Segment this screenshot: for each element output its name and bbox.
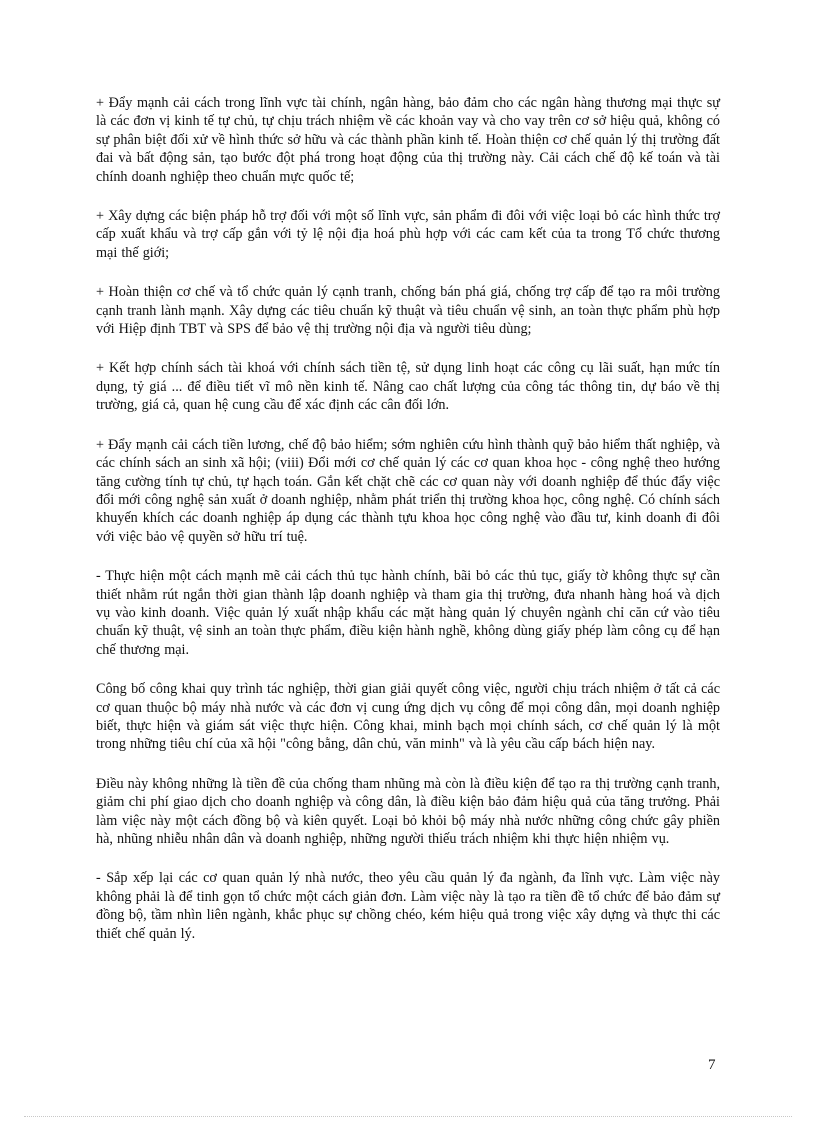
paragraph-competition-management: + Hoàn thiện cơ chế và tổ chức quản lý cạnh tranh, chống bán phá giá, chống trợ cấp để tạo ra môi trường cạnh tranh lành mạnh. Xây dựng các tiêu chuẩn kỹ thuật và tiêu chuẩn vệ sinh, an toàn thực phẩm phù hợp với Hiệp định TBT và SPS để bảo vệ thị trường nội địa và người tiêu dùng; <box>96 284 720 338</box>
paragraph-fiscal-monetary-policy: + Kết hợp chính sách tài khoá với chính sách tiền tệ, sử dụng linh hoạt các công cụ lãi suất, hạn mức tín dụng, tỷ giá ... để điều tiết vĩ mô nền kinh tế. Nâng cao chất lượng của công tác thông tin, dự báo về thị trường, giá cả, quan hệ cung cầu để xác định các cân đối lớn. <box>96 360 720 414</box>
page-bottom-edge <box>24 1116 792 1117</box>
paragraph-anti-corruption: Điều này không những là tiền đề của chống tham nhũng mà còn là điều kiện để tạo ra thị trường cạnh tranh, giảm chi phí giao dịch cho doanh nghiệp và công dân, là điều kiện bảo đảm hiệu quả của tăng trưởng. Phải làm việc này một cách đồng bộ và kiên quyết. Loại bỏ khỏi bộ máy nhà nước những công chức gây phiền hà, nhũng nhiễu nhân dân và doanh nghiệp, những người thiếu trách nhiệm khi thực hiện nhiệm vụ. <box>96 775 720 847</box>
paragraph-public-disclosure: Công bố công khai quy trình tác nghiệp, thời gian giải quyết công việc, người chịu trách nhiệm ở tất cả các cơ quan thuộc bộ máy nhà nước và các đơn vị cung ứng dịch vụ công để mọi công dân, mọi doanh nghiệp biết, thực hiện và giám sát việc thực hiện. Công khai, minh bạch mọi chính sách, cơ chế quản lý là một trong những tiêu chí của xã hội "công bằng, dân chủ, văn minh" và là yêu cầu cấp bách hiện nay. <box>96 681 720 753</box>
paragraph-agency-reorganization: - Sắp xếp lại các cơ quan quản lý nhà nước, theo yêu cầu quản lý đa ngành, đa lĩnh vực. Làm việc này không phải là để tinh gọn tổ chức một cách giản đơn. Làm việc này là tạo ra tiền đề tổ chức để bảo đảm sự đồng bộ, tầm nhìn liên ngành, khắc phục sự chồng chéo, kém hiệu quả trong việc xây dựng và thực thi các thiết chế quản lý. <box>96 870 720 942</box>
paragraph-wage-insurance-reform: + Đẩy mạnh cải cách tiền lương, chế độ bảo hiểm; sớm nghiên cứu hình thành quỹ bảo hiểm thất nghiệp, và các chính sách an sinh xã hội; (viii) Đổi mới cơ chế quản lý các cơ quan khoa học - công nghệ theo hướng tăng cường tính tự chủ, tự hạch toán. Gắn kết chặt chẽ các cơ quan này với doanh nghiệp để thúc đẩy việc đổi mới công nghệ sản xuất ở doanh nghiệp, nhằm phát triển thị trường khoa học, công nghệ. Có chính sách khuyến khích các doanh nghiệp áp dụng các thành tựu khoa học công nghệ vào đầu tư, kinh doanh đi đôi với việc bảo vệ quyền sở hữu trí tuệ. <box>96 436 720 545</box>
paragraph-financial-reform: + Đẩy mạnh cải cách trong lĩnh vực tài chính, ngân hàng, bảo đảm cho các ngân hàng thương mại thực sự là các đơn vị kinh tế tự chủ, tự chịu trách nhiệm về các khoản vay và cho vay trên cơ sở hiệu quả, không có sự phân biệt đối xử về hình thức sở hữu và các thành phần kinh tế. Hoàn thiện cơ chế quản lý thị trường đất đai và bất động sản, tạo bước đột phá trong hoạt động của thị trường này. Cải cách chế độ kế toán và tài chính doanh nghiệp theo chuẩn mực quốc tế; <box>96 95 720 185</box>
paragraph-support-measures: + Xây dựng các biện pháp hỗ trợ đối với một số lĩnh vực, sản phẩm đi đôi với việc loại bỏ các hình thức trợ cấp xuất khẩu và trợ cấp gắn với tỷ lệ nội địa hoá phù hợp với các cam kết của ta trong Tổ chức thương mại thế giới; <box>96 208 720 261</box>
paragraph-administrative-reform: - Thực hiện một cách mạnh mẽ cải cách thủ tục hành chính, bãi bỏ các thủ tục, giấy tờ không thực sự cần thiết nhằm rút ngắn thời gian thành lập doanh nghiệp và tham gia thị trường, đưa nhanh hàng hoá và dịch vụ vào kinh doanh. Việc quản lý xuất nhập khẩu các mặt hàng quản lý chuyên ngành chỉ căn cứ vào tiêu chuẩn kỹ thuật, vệ sinh an toàn thực phẩm, điều kiện hành nghề, không dùng giấy phép làm công cụ để hạn chế thương mại. <box>96 568 720 658</box>
page-number: 7 <box>708 1057 716 1073</box>
document-body <box>96 94 720 964</box>
